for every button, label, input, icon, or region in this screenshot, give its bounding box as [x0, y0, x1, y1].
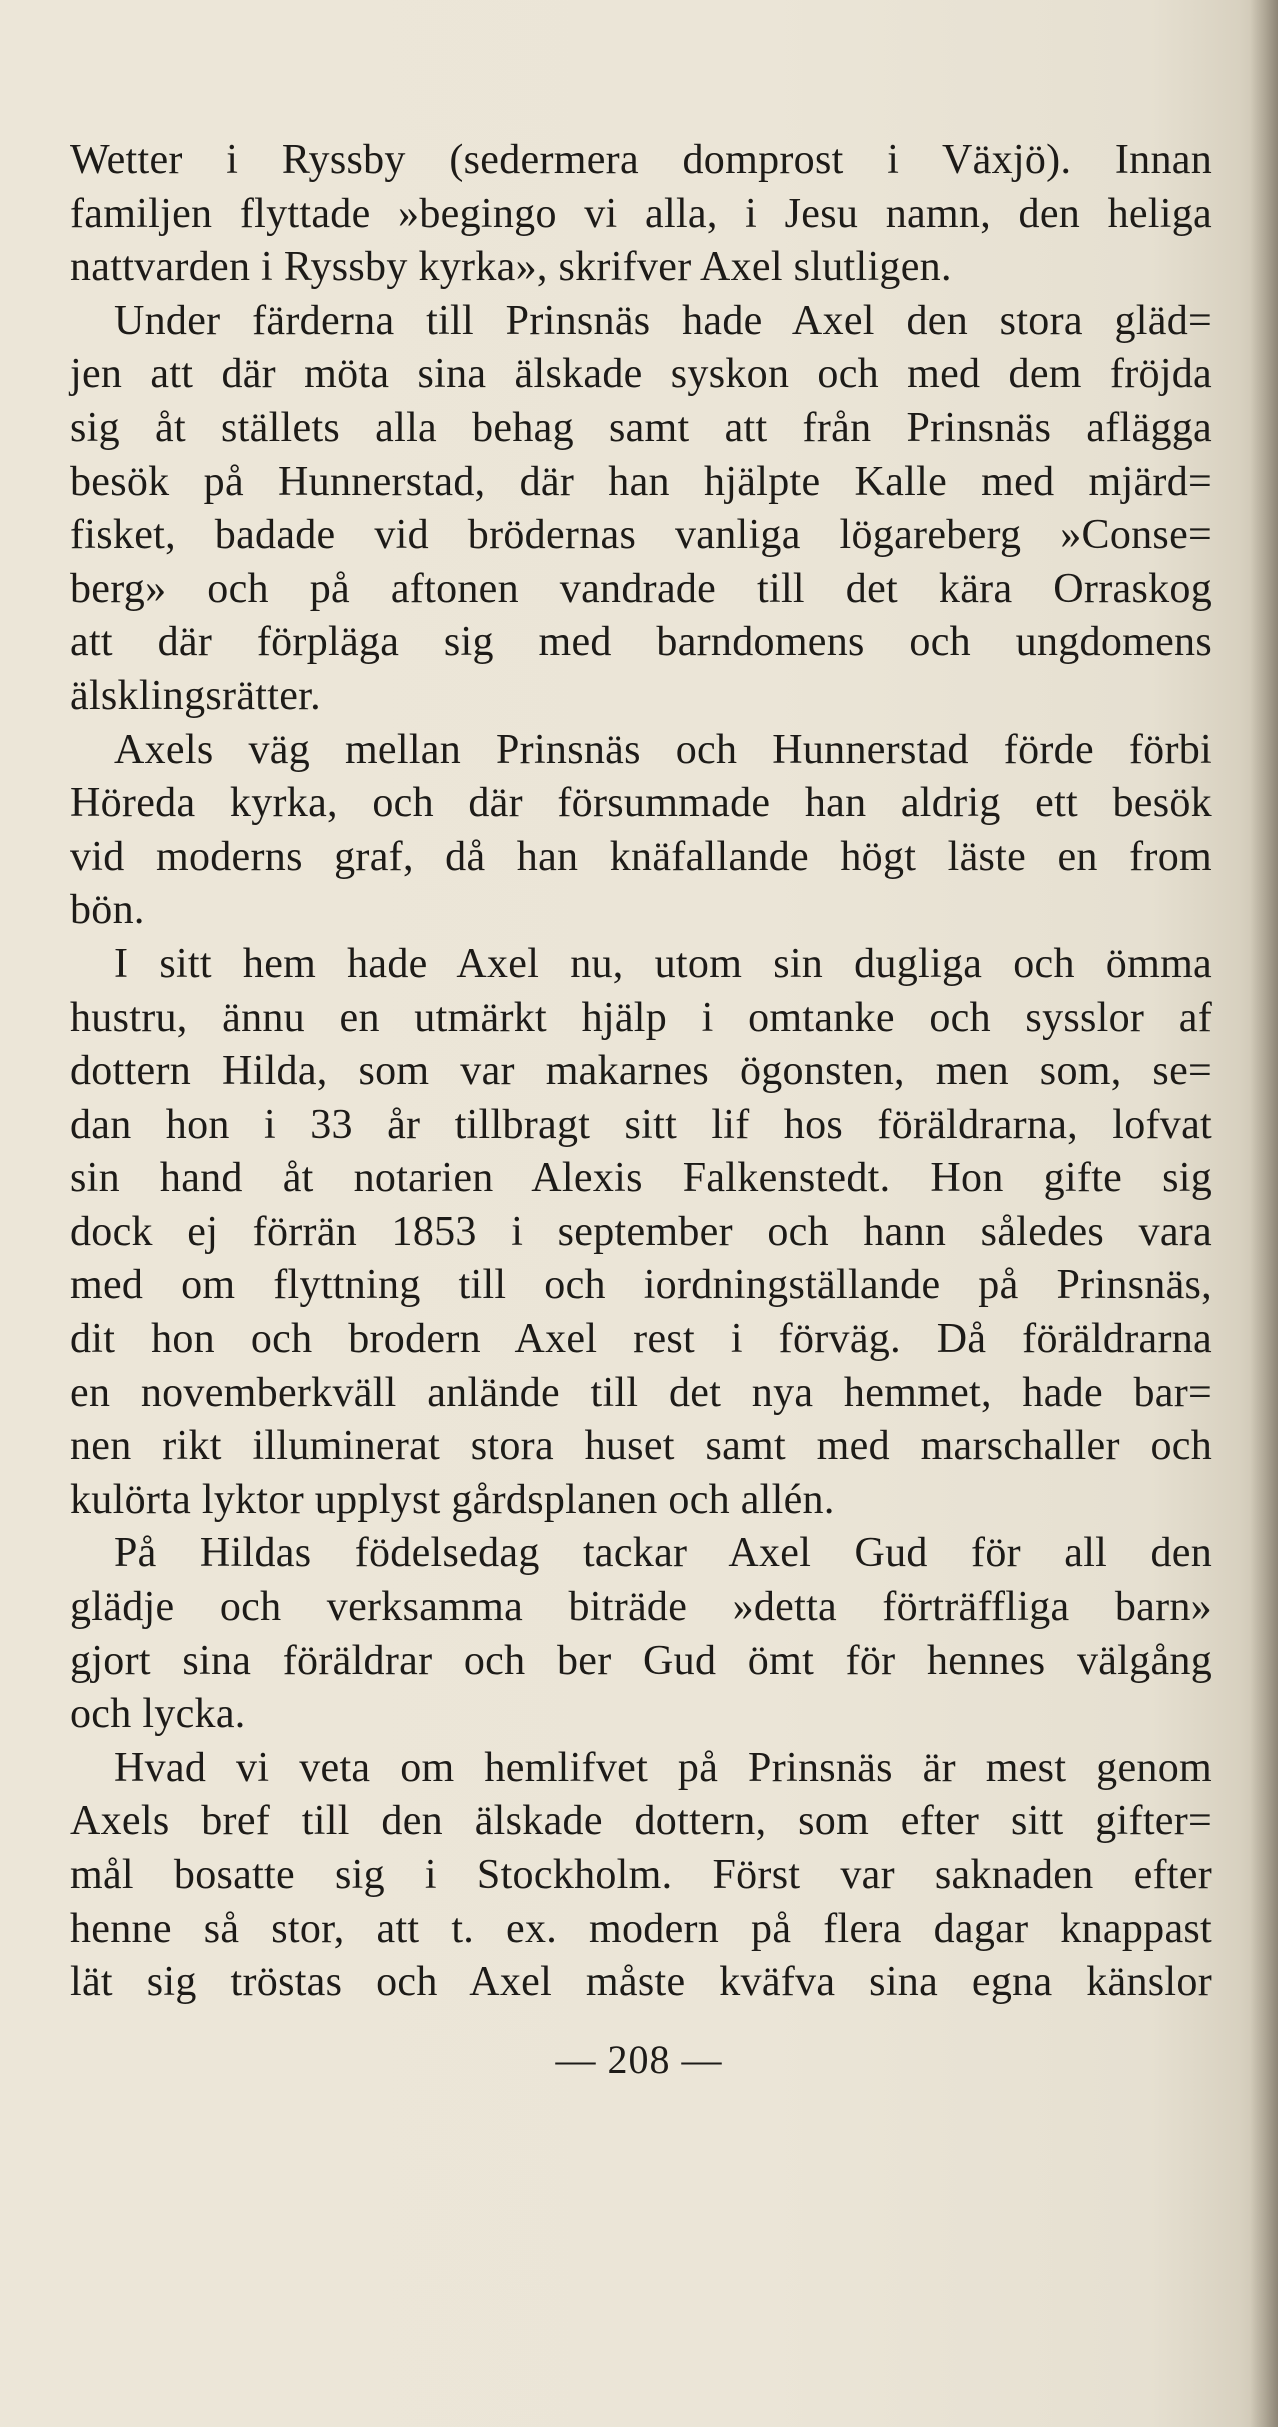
text-line: med om flyttning till och iordningställande på Prinsnäs, — [70, 1262, 1212, 1309]
text-line: en novemberkväll anlände till det nya hemmet, hade bar= — [70, 1369, 1212, 1416]
text-line: Hvad vi veta om hemlifvet på Prinsnäs är mest genom — [114, 1744, 1212, 1791]
text-line: dan hon i 33 år tillbragt sitt lif hos föräldrarna, lofvat — [70, 1101, 1212, 1148]
text-line: På Hildas födelsedag tackar Axel Gud för all den — [114, 1530, 1212, 1577]
text-line: och lycka. — [70, 1691, 246, 1738]
text-line: jen att där möta sina älskade syskon och med dem fröjda — [70, 351, 1212, 398]
text-line: glädje och verksamma biträde »detta förträffliga barn» — [70, 1584, 1212, 1631]
text-line: nen rikt illuminerat stora huset samt med marschaller och — [70, 1423, 1212, 1470]
page-number: — 208 — — [555, 2037, 723, 2082]
text-line: Axels bref till den älskade dottern, som efter sitt gifter= — [70, 1798, 1212, 1845]
text-line: älsklingsrätter. — [70, 672, 321, 719]
text-line: sin hand åt notarien Alexis Falkenstedt. Hon gifte sig — [70, 1155, 1212, 1202]
text-line: I sitt hem hade Axel nu, utom sin dugliga och ömma — [114, 940, 1212, 987]
text-line: Höreda kyrka, och där försummade han aldrig ett besök — [70, 780, 1212, 827]
text-line: henne så stor, att t. ex. modern på flera dagar knappast — [70, 1905, 1212, 1952]
text-line: dock ej förrän 1853 i september och hann således vara — [70, 1208, 1212, 1255]
text-line: Wetter i Ryssby (sedermera domprost i Växjö). Innan — [70, 137, 1212, 183]
text-line: vid moderns graf, då han knäfallande högt läste en from — [70, 833, 1212, 880]
text-line: nattvarden i Ryssby kyrka», skrifver Axel slutligen. — [70, 244, 952, 291]
text-line: besök på Hunnerstad, där han hjälpte Kalle med mjärd= — [70, 458, 1212, 505]
text-line: dottern Hilda, som var makarnes ögonsten, men som, se= — [70, 1048, 1212, 1095]
body-text — [70, 134, 1212, 2010]
text-line: dit hon och brodern Axel rest i förväg. Då föräldrarna — [70, 1316, 1212, 1363]
text-line: sig åt ställets alla behag samt att från Prinsnäs aflägga — [70, 404, 1212, 451]
text-line: lät sig tröstas och Axel måste kväfva sina egna känslor — [70, 1959, 1212, 2006]
text-line: Under färderna till Prinsnäs hade Axel den stora gläd= — [114, 297, 1212, 344]
text-line: mål bosatte sig i Stockholm. Först var saknaden efter — [70, 1852, 1212, 1898]
text-line: familjen flyttade »begingo vi alla, i Jesu namn, den heliga — [70, 190, 1212, 237]
text-line: kulörta lyktor upplyst gårdsplanen och allén. — [70, 1476, 835, 1523]
text-line: att där förpläga sig med barndomens och ungdomens — [70, 619, 1212, 666]
text-line: hustru, ännu en utmärkt hjälp i omtanke och sysslor af — [70, 994, 1212, 1041]
text-line: Axels väg mellan Prinsnäs och Hunnerstad förde förbi — [114, 726, 1212, 773]
text-line: gjort sina föräldrar och ber Gud ömt för hennes välgång — [70, 1637, 1212, 1684]
text-line: fisket, badade vid brödernas vanliga lögareberg »Conse= — [70, 512, 1212, 559]
text-line: berg» och på aftonen vandrade till det kära Orraskog — [70, 565, 1212, 612]
text-line: bön. — [70, 887, 145, 934]
